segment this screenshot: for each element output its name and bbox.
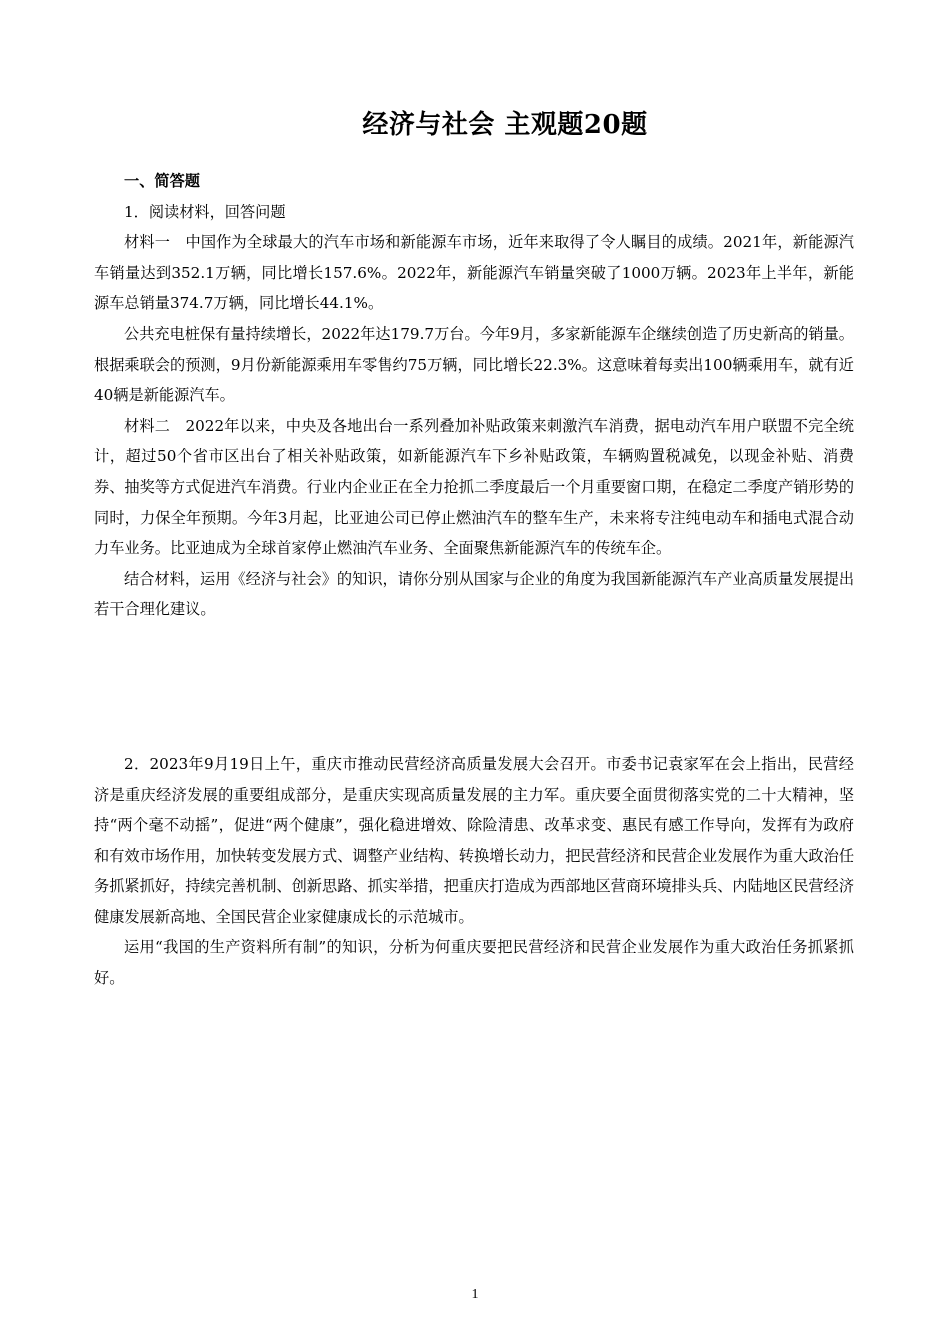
question-2-material: 2．2023年9月19日上午，重庆市推动民营经济高质量发展大会召开。市委书记袁家军在会上指出，民营经济是重庆经济发展的重要组成部分，是重庆实现高质量发展的主力军。重庆要全面贯彻落实党的二十大精神，坚持“两个毫不动摇”，促进“两个健康”，强化稳进增效、除险清患、改革求变、惠民有感工作导向，发挥有为政府和有效市场作用，加快转变发展方式、调整产业结构、转换增长动力，把民营经济和民营企业发展作为重大政治任务抓紧抓好，持续完善机制、创新思路、抓实举措，把重庆打造成为西部地区营商环境排头兵、内陆地区民营经济健康发展新高地、全国民营企业家健康成长的示范城市。 [94, 754, 854, 926]
question-2-prompt: 运用“我国的生产资料所有制”的知识，分析为何重庆要把民营经济和民营企业发展作为重大政治任务抓紧抓好。 [94, 938, 854, 988]
question-1-material-1-paragraph-1: 材料一 中国作为全球最大的汽车市场和新能源车市场，近年来取得了令人瞩目的成绩。2021年，新能源汽车销量达到352.1万辆，同比增长157.6%。2022年，新能源汽车销量突破了1000万辆。2023年上半年，新能源车总销量374.7万辆，同比增长44.1%。 [94, 233, 854, 313]
answer-space [94, 625, 854, 749]
question-1 [94, 197, 854, 625]
question-1-material-1-paragraph-2: 公共充电桩保有量持续增长，2022年达179.7万台。今年9月，多家新能源车企继续创造了历史新高的销量。根据乘联会的预测，9月份新能源乘用车零售约75万辆，同比增长22.3%。这意味着每卖出100辆乘用车，就有近40辆是新能源汽车。 [94, 324, 854, 405]
section-heading: 一、简答题 [124, 172, 200, 190]
question-1-material-2: 材料二 2022年以来，中央及各地出台一系列叠加补贴政策来刺激汽车消费，据电动汽车用户联盟不完全统计，超过50个省市区出台了相关补贴政策，如新能源汽车下乡补贴政策，车辆购置税减免，以现金补贴、消费券、抽奖等方式促进汽车消费。行业内企业正在全力抢抓二季度最后一个月重要窗口期，在稳定二季度产销形势的同时，力保全年预期。今年3月起，比亚迪公司已停止燃油汽车的整车生产，未来将专注纯电动车和插电式混合动力车业务。比亚迪成为全球首家停止燃油汽车业务、全面聚焦新能源汽车的传统车企。 [94, 416, 854, 558]
page-number: 1 [471, 1287, 479, 1302]
document-body [94, 166, 854, 994]
question-2 [94, 749, 854, 994]
question-1-intro: 1．阅读材料，回答问题 [124, 202, 286, 221]
question-1-prompt: 结合材料，运用《经济与社会》的知识，请你分别从国家与企业的角度为我国新能源汽车产业高质量发展提出若干合理化建议。 [94, 569, 854, 619]
document-title: 经济与社会 主观题20题 [362, 110, 648, 140]
